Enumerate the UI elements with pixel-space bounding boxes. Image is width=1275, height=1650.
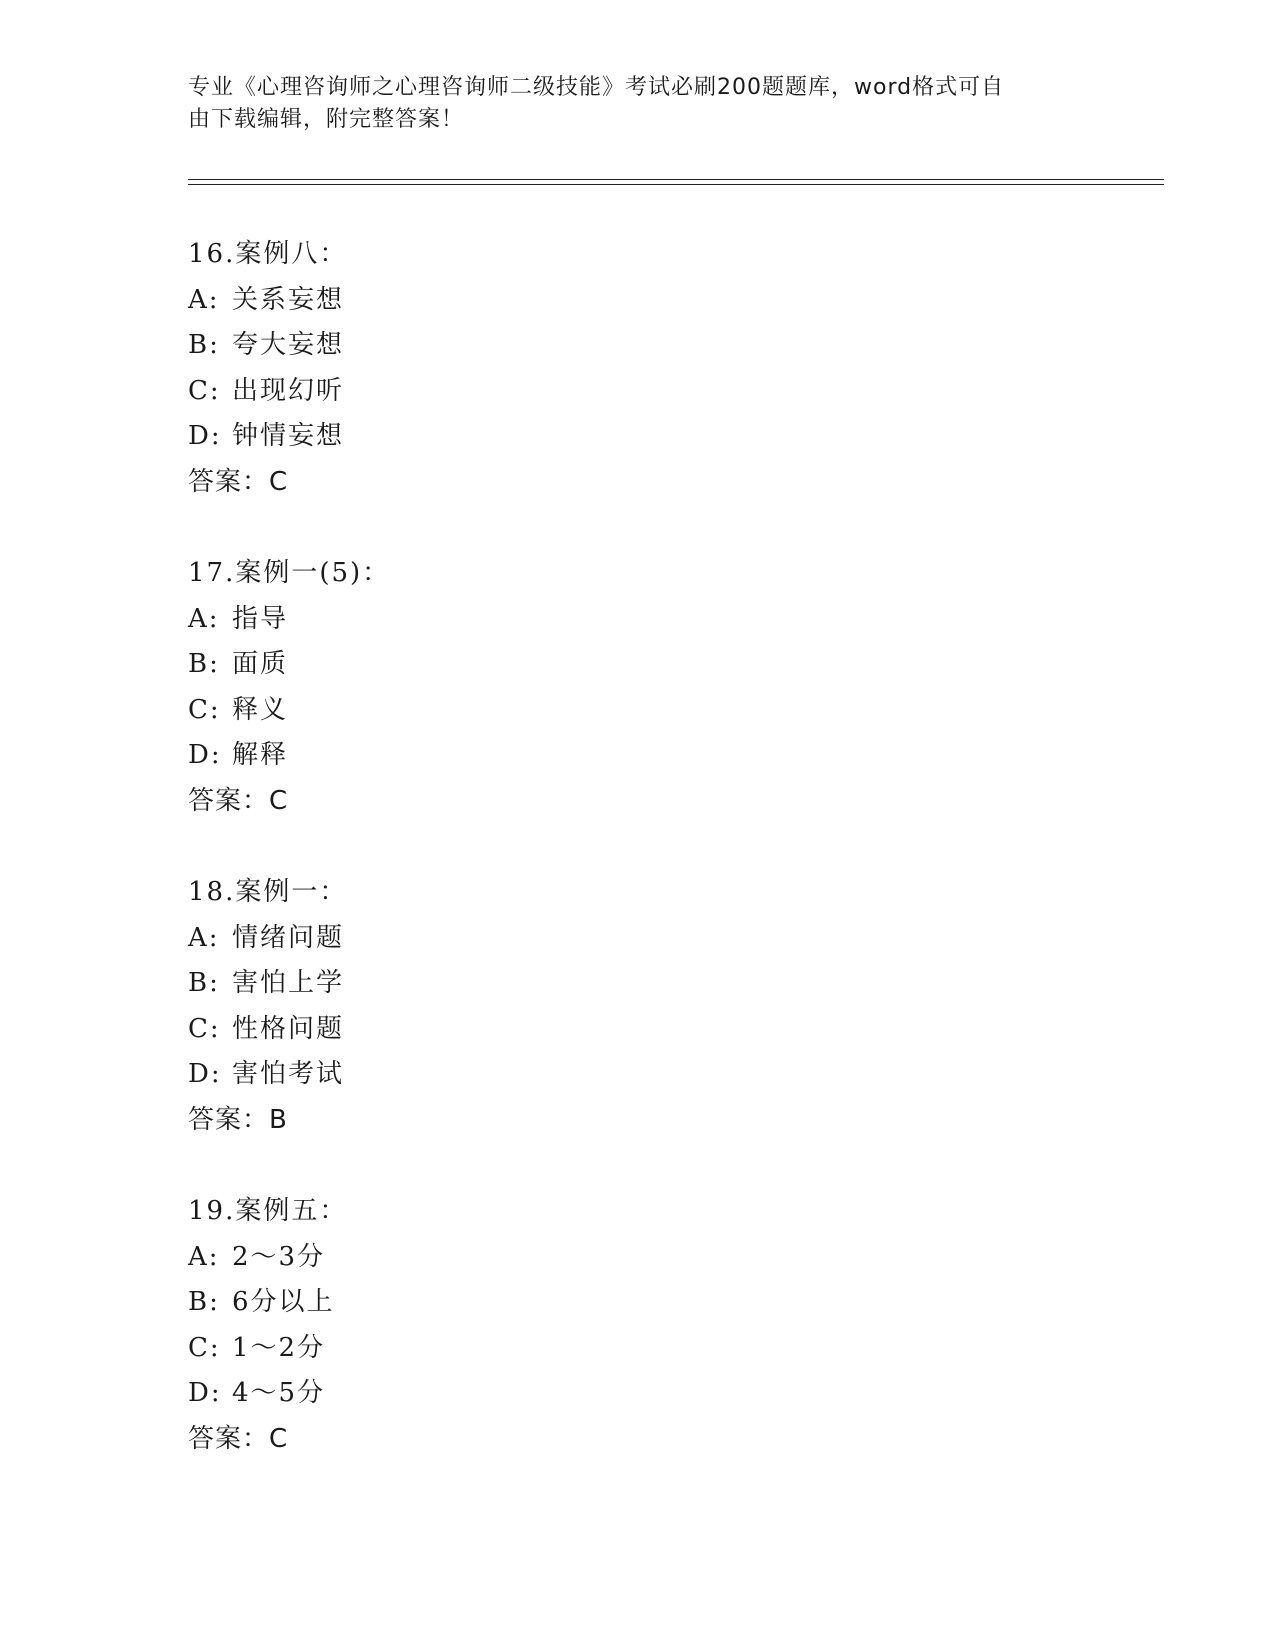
option-d	[188, 1371, 347, 1417]
option-d	[188, 1052, 347, 1098]
option-d	[188, 733, 390, 779]
option-letter: D:	[188, 1059, 222, 1090]
document-header	[188, 72, 1078, 136]
option-d	[188, 414, 347, 460]
option-letter: C:	[188, 694, 221, 725]
question-title: 19.案例五：	[188, 1196, 348, 1226]
option-letter: D:	[188, 421, 222, 452]
option-letter: D:	[188, 1378, 222, 1409]
header-line-1: 专业《心理咨询师之心理咨询师二级技能》考试必刷200题题库，word格式可自	[188, 75, 1005, 100]
option-c	[188, 1007, 347, 1053]
question-title: 18.案例一：	[188, 877, 348, 907]
answer-line: 答案：B	[188, 1104, 288, 1135]
option-b	[188, 323, 347, 369]
option-letter: C:	[188, 1013, 221, 1044]
question-17	[188, 551, 390, 825]
question-18	[188, 870, 347, 1144]
question-title: 17.案例一(5)：	[188, 558, 391, 588]
option-letter: D:	[188, 740, 222, 771]
option-text: 害怕上学	[232, 968, 345, 999]
option-b	[188, 642, 390, 688]
header-divider-bottom	[188, 184, 1164, 185]
question-16	[188, 232, 347, 506]
option-text: 1～2分	[232, 1332, 326, 1363]
option-text: 释义	[232, 694, 289, 725]
option-letter: B:	[188, 649, 220, 680]
answer-line: 答案：C	[188, 466, 289, 497]
header-divider-top	[188, 179, 1164, 180]
option-letter: A:	[188, 922, 220, 953]
option-text: 钟情妄想	[232, 421, 345, 452]
option-text: 4～5分	[232, 1378, 326, 1409]
option-a	[188, 278, 347, 324]
question-title: 16.案例八：	[188, 239, 348, 269]
option-letter: C:	[188, 1332, 221, 1363]
header-line-2: 由下载编辑，附完整答案！	[188, 107, 465, 132]
option-c	[188, 1326, 347, 1372]
option-text: 6分以上	[232, 1287, 335, 1318]
option-a	[188, 597, 390, 643]
answer-line: 答案：C	[188, 785, 289, 816]
option-text: 解释	[232, 740, 289, 771]
option-letter: A:	[188, 284, 220, 315]
option-a	[188, 916, 347, 962]
option-text: 关系妄想	[232, 284, 345, 315]
option-c	[188, 369, 347, 415]
option-a	[188, 1235, 347, 1281]
option-text: 面质	[232, 649, 289, 680]
option-letter: B:	[188, 968, 220, 999]
option-b	[188, 1280, 347, 1326]
option-text: 夸大妄想	[232, 330, 345, 361]
option-text: 2～3分	[232, 1241, 326, 1272]
option-letter: B:	[188, 1287, 220, 1318]
option-text: 性格问题	[232, 1013, 345, 1044]
option-b	[188, 961, 347, 1007]
option-letter: A:	[188, 1241, 220, 1272]
option-text: 情绪问题	[232, 922, 345, 953]
option-letter: C:	[188, 375, 221, 406]
option-c	[188, 688, 390, 734]
option-text: 出现幻听	[232, 375, 345, 406]
answer-line: 答案：C	[188, 1423, 289, 1454]
option-letter: A:	[188, 603, 220, 634]
option-text: 指导	[232, 603, 289, 634]
option-letter: B:	[188, 330, 220, 361]
question-19	[188, 1189, 347, 1463]
option-text: 害怕考试	[232, 1059, 345, 1090]
